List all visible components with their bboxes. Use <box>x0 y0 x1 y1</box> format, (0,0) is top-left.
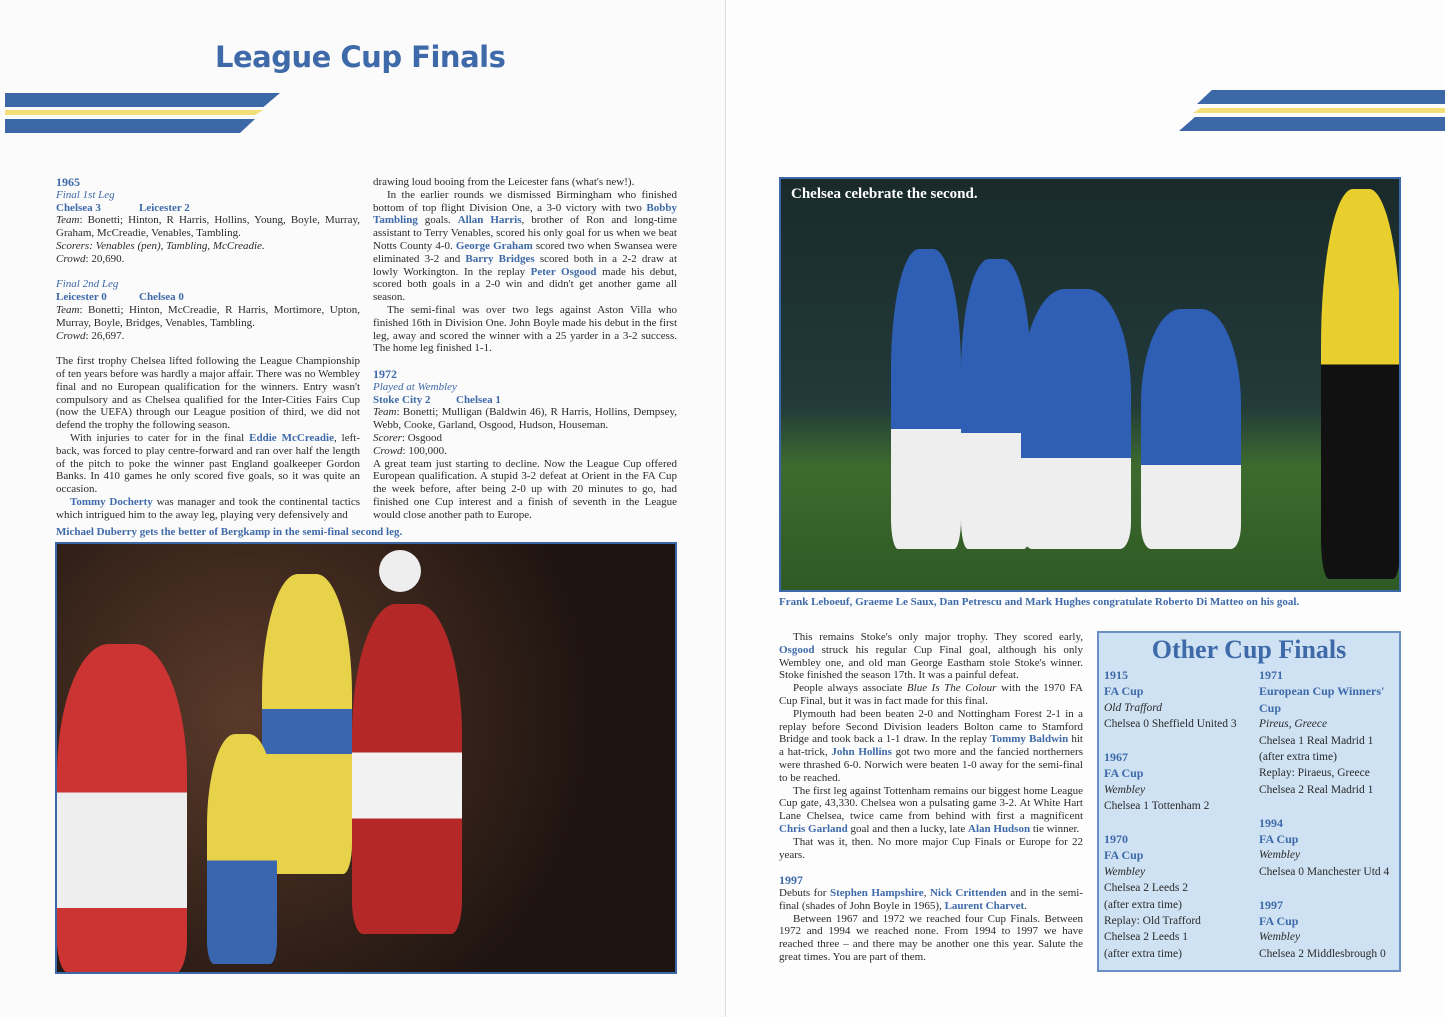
text-run: Debuts for <box>779 886 830 899</box>
article-body <box>56 355 360 521</box>
finals-column-right <box>1259 667 1399 962</box>
home-score: Chelsea 3 <box>56 201 101 214</box>
text-run: goal and then a lucky, late <box>847 822 969 835</box>
blue-stripe <box>1179 117 1445 131</box>
finals-column-left <box>1104 667 1254 962</box>
player-figure <box>352 604 462 934</box>
leg-heading: Final 1st Leg <box>56 188 115 201</box>
home-score: Stoke City 2 <box>373 393 431 406</box>
final-year: 1971 <box>1259 668 1283 682</box>
text-run: got two more and the fancied northerners were thrashed 6-0. Norwich were beaten 1-0 away for the semi-final to be reached. <box>779 746 1083 784</box>
text-run: Between 1967 and 1972 we reached four Cup Finals. Between 1972 and 1994 we reached none. From 1994 to 1997 we have reached three – and there may be another one this year. Salute the great times. You are part of them. <box>779 912 1083 963</box>
text-run: tie winner. <box>1030 822 1080 835</box>
away-score: Chelsea 0 <box>139 291 184 304</box>
year-heading: 1972 <box>373 366 397 381</box>
article-paragraph <box>779 785 1083 836</box>
football <box>379 550 421 592</box>
leg-heading: Final 2nd Leg <box>56 278 119 291</box>
article-paragraph <box>779 682 1083 708</box>
final-competition: FA Cup <box>1259 914 1299 929</box>
text-run: with the 1970 FA Cup Final, but it was in fact made for this final. <box>779 682 1083 707</box>
final-competition: FA Cup <box>1104 684 1144 699</box>
article-paragraph <box>56 355 360 432</box>
player-name: Barry Bridges <box>465 252 535 265</box>
team-line: Team: Bonetti; Mulligan (Baldwin 46), R Harris, Hollins, Dempsey, Webb, Cooke, Garland, Osgood, Hudson, Houseman. <box>373 406 677 432</box>
text-run: scored both in a 2-2 draw at lowly Workington. In the replay <box>373 252 677 278</box>
article-paragraph <box>779 631 1083 682</box>
column-1965 <box>56 176 360 522</box>
crowd-line: Crowd: 20,690. <box>56 252 125 265</box>
final-result: Chelsea 2 Middlesbrough 0 <box>1259 947 1386 960</box>
final-year: 1997 <box>1259 897 1283 912</box>
player-name: Chris Garland <box>779 822 848 835</box>
article-paragraph <box>373 189 677 304</box>
final-entry <box>1259 667 1399 798</box>
article-paragraph: A great team just starting to decline. Now the League Cup offered European qualification. A stupid 3-2 defeat at Orient in the FA Cup the week before, after being 2-0 up with 20 minutes to go, had finished one Cup interest and a finish of seventh in the League would close another path to Europe. <box>373 457 677 521</box>
player-figure <box>207 734 277 964</box>
final-entry <box>1259 815 1399 881</box>
text-run: hit a hat-trick, <box>779 733 1083 759</box>
team-line: Team: Bonetti; Hinton, McCreadie, R Harris, Mortimore, Upton, Murray, Boyle, Bridges, Venables, Tambling. <box>56 303 360 329</box>
text-run: People always associate <box>793 682 907 695</box>
text-run: made his debut, scored both goals in a 2-0 win and didn't get another game all season. <box>373 265 677 304</box>
final-result: Chelsea 2 Real Madrid 1 <box>1259 783 1374 796</box>
final-competition: FA Cup <box>1104 848 1144 863</box>
final-result: Chelsea 0 Sheffield United 3 <box>1104 718 1237 731</box>
final-entry <box>1259 897 1399 963</box>
text-run: In the earlier rounds we dismissed Birmingham who finished bottom of top flight Division One, a 3-0 victory with two <box>373 188 677 214</box>
column-1972 <box>373 176 677 522</box>
scorers-line: Scorers: Venables (pen), Tambling, McCreadie. <box>56 239 265 252</box>
player-name: Nick Crittenden <box>929 886 1007 899</box>
article-paragraph <box>779 913 1083 964</box>
photo-label: Chelsea celebrate the second. <box>791 186 978 202</box>
blue-stripe <box>5 93 280 107</box>
player-figure <box>57 644 187 974</box>
final-venue: Wembley <box>1259 849 1301 862</box>
player-figure <box>1141 309 1241 549</box>
player-name: Peter Osgood <box>530 265 597 278</box>
final-venue: Pireus, Greece <box>1259 718 1328 731</box>
crowd-line: Crowd: 26,697. <box>56 329 125 342</box>
player-name: Tommy Docherty <box>70 495 153 508</box>
text-run: , brother of Ron and long-time assistant to Terry Venables, scored his only goal for us when we beat Notts County 4-0. <box>373 214 677 252</box>
box-title: Other Cup Finals <box>1151 635 1347 664</box>
player-figure <box>891 249 961 549</box>
year-heading: 1965 <box>56 175 80 189</box>
final-year: 1915 <box>1104 668 1128 682</box>
score-line <box>56 202 360 215</box>
final-result: (after extra time) <box>1104 898 1182 911</box>
final-competition: FA Cup <box>1104 766 1144 781</box>
duberry-bergkamp-photo <box>55 542 677 974</box>
final-result: (after extra time) <box>1259 751 1337 764</box>
referee-figure <box>1321 189 1401 579</box>
home-score: Leicester 0 <box>56 291 107 304</box>
away-score: Chelsea 1 <box>456 393 501 406</box>
celebration-photo <box>779 177 1401 592</box>
article-paragraph <box>779 708 1083 785</box>
crowd-line: Crowd: 100,000. <box>373 444 447 457</box>
player-name: Alan Hudson <box>968 822 1031 835</box>
final-venue: Old Trafford <box>1104 701 1163 714</box>
column-right <box>779 631 1083 964</box>
final-entry <box>1104 831 1254 962</box>
text-run: Blue Is The Colour <box>906 682 997 695</box>
text-run: The first trophy Chelsea lifted following the League Championship of ten years before was hardly a major affair. There was no Wembley final and no European qualification for the winners. Entry wasn't compulsory and as Chelsea qualified for the Inter-Cities Fairs Cup (now the UEFA) through our League position of third, we did not defend the trophy the following season. <box>56 355 360 432</box>
text-run: struck his regular Cup Final goal, although his only Wembley one, and old man George Eastham stole Stoke's winner. Stoke finished the season 17th. It was a painful defeat. <box>779 643 1083 682</box>
article-body <box>779 631 1083 861</box>
text-run: . <box>1024 899 1027 912</box>
player-name: Eddie McCreadie <box>249 431 334 444</box>
yellow-stripe <box>5 110 263 115</box>
yellow-stripe <box>1193 108 1445 113</box>
text-run: goals. <box>417 214 458 227</box>
final-result: (after extra time) <box>1104 947 1182 960</box>
score-line <box>56 291 360 304</box>
player-name: Stephen Hampshire <box>829 886 924 899</box>
text-run: The first leg against Tottenham remains our biggest home League Cup gate, 43,330. Chelsea won a pulsating game 3-2. At White Hart Lane Chelsea, twice came from behind with first a magnificent <box>779 784 1083 823</box>
photo-caption: Michael Duberry gets the better of Bergkamp in the semi-final second leg. <box>56 526 403 538</box>
text-run: With injuries to cater for in the final <box>70 431 250 444</box>
team-line: Team: Bonetti; Hinton, R Harris, Hollins, Young, Boyle, Murray, Graham, McCreadie, Venables, Tambling. <box>56 214 360 240</box>
text-run: That was it, then. No more major Cup Finals or Europe for 22 years. <box>779 835 1083 861</box>
final-result: Chelsea 1 Real Madrid 1 <box>1259 734 1374 747</box>
player-name: John Hollins <box>831 746 892 759</box>
venue-heading: Played at Wembley <box>373 380 457 393</box>
player-name: George Graham <box>455 239 533 252</box>
article-paragraph <box>56 432 360 496</box>
player-name: Osgood <box>779 643 815 656</box>
article-body <box>373 176 677 355</box>
final-competition: FA Cup <box>1259 832 1299 847</box>
page-title: League Cup Finals <box>215 40 506 74</box>
text-run: , <box>923 886 930 899</box>
score-line <box>373 394 677 407</box>
article-paragraph <box>373 176 677 189</box>
final-result: Chelsea 1 Tottenham 2 <box>1104 800 1210 813</box>
final-venue: Wembley <box>1104 865 1146 878</box>
final-result: Chelsea 2 Leeds 1 <box>1104 931 1188 944</box>
final-entry <box>1104 667 1254 733</box>
scorer-line: Scorer: Osgood <box>373 431 442 444</box>
final-year: 1994 <box>1259 815 1283 830</box>
text-run: and in the semi-final (shades of John Boyle in 1965), <box>779 886 1083 912</box>
article-paragraph <box>779 887 1083 913</box>
player-figure <box>1021 289 1131 549</box>
blue-stripe <box>5 119 255 133</box>
text-run: , left-back, was forced to play centre-forward and ran over half the length of the pitch to poke the winner past England goalkeeper Gordon Banks. In 410 games he only scored five goals, so it was quite an occasion. <box>56 431 361 496</box>
player-name: Bobby Tambling <box>373 201 677 227</box>
final-entry <box>1104 749 1254 815</box>
article-body <box>779 887 1083 964</box>
photo-caption: Frank Leboeuf, Graeme Le Saux, Dan Petrescu and Mark Hughes congratulate Roberto Di Matteo on his goal. <box>779 596 1300 608</box>
year-heading: 1997 <box>779 873 803 888</box>
text-run: scored two when Swansea were eliminated 3-2 and <box>373 239 677 265</box>
other-cup-finals-box <box>1097 631 1401 972</box>
player-name: Tommy Baldwin <box>990 733 1069 746</box>
text-run: Plymouth had been beaten 2-0 and Nottingham Forest 2-1 in a replay before Second Division leaders Bolton came to Stamford Bridge and took back a 1-1 draw. In the replay <box>779 707 1083 746</box>
text-run: drawing loud booing from the Leicester fans (what's new!). <box>373 176 635 188</box>
final-competition: European Cup Winners' Cup <box>1259 684 1385 715</box>
away-score: Leicester 2 <box>139 201 190 214</box>
final-result: Replay: Piraeus, Greece <box>1259 767 1370 780</box>
final-venue: Wembley <box>1104 783 1146 796</box>
article-paragraph <box>373 304 677 355</box>
text-run: The semi-final was over two legs against Aston Villa who finished 16th in Division One. John Boyle made his debut in the first leg, away and scored the winner with a 25 yarder in a 3-2 success. The home leg finished 1-1. <box>373 303 677 355</box>
final-result: Chelsea 0 Manchester Utd 4 <box>1259 865 1390 878</box>
blue-stripe <box>1197 90 1445 104</box>
article-paragraph <box>779 836 1083 862</box>
player-name: Allan Harris <box>457 214 522 227</box>
final-year: 1970 <box>1104 832 1128 847</box>
final-year: 1967 <box>1104 750 1128 765</box>
article-paragraph <box>56 496 360 522</box>
final-venue: Wembley <box>1259 931 1301 944</box>
text-run: was manager and took the continental tactics which intrigued him to the away leg, playing very defensively and <box>56 495 360 521</box>
text-run: This remains Stoke's only major trophy. They scored early, <box>793 631 1083 643</box>
player-name: Laurent Charvet <box>944 899 1025 912</box>
final-result: Chelsea 2 Leeds 2 <box>1104 882 1188 895</box>
final-result: Replay: Old Trafford <box>1104 915 1201 928</box>
